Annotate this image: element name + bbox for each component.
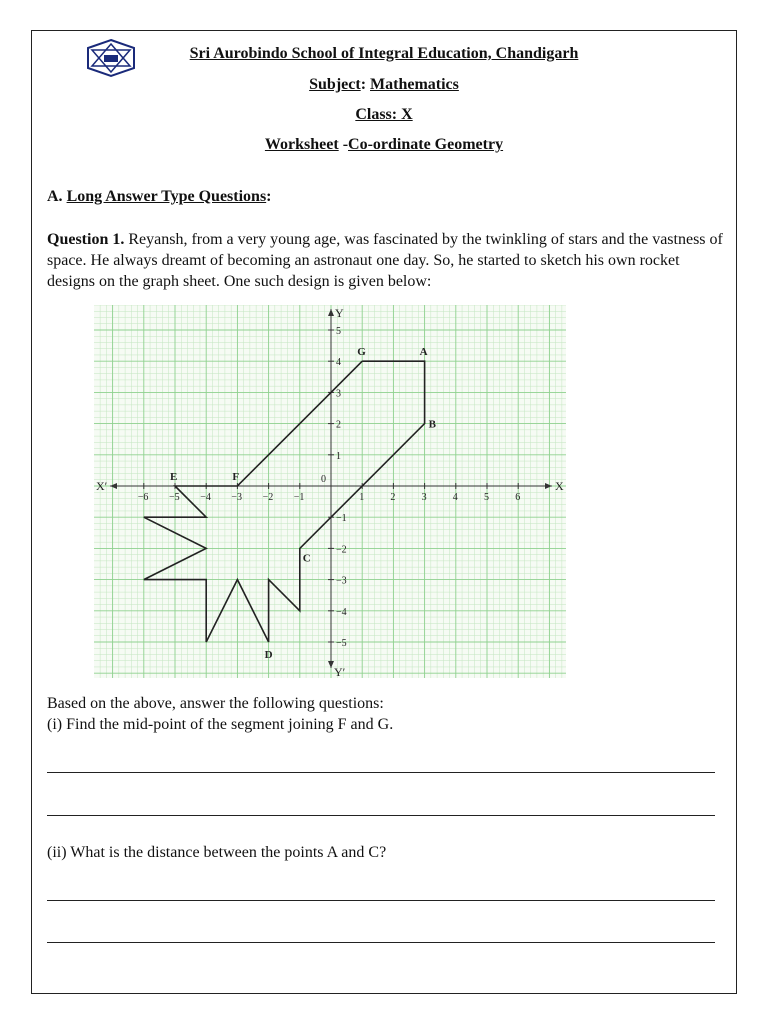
x-tick-label: 6 [515, 492, 521, 503]
intro-text: Based on the above, answer the following questions: [47, 695, 384, 712]
answer-line[interactable] [47, 942, 715, 943]
worksheet-line: Worksheet -Co-ordinate Geometry [264, 136, 504, 153]
x-tick-label: 3 [421, 492, 427, 503]
point-label-d: D [264, 649, 273, 661]
x-tick-label: −3 [231, 492, 243, 503]
x-tick-label: −2 [262, 492, 274, 503]
x-tick-label: 1 [359, 492, 365, 503]
origin-label: 0 [321, 474, 326, 485]
y-tick-label: 3 [336, 388, 341, 400]
point-label-b: B [428, 418, 436, 431]
y-tick-label: −2 [336, 544, 347, 556]
section-heading: A. Long Answer Type Questions: [47, 188, 272, 205]
x-tick-label: −5 [169, 492, 180, 503]
point-label-e: E [170, 471, 178, 483]
y-tick-label: 4 [336, 357, 341, 369]
y-tick-label: −1 [336, 513, 347, 525]
x-axis-label-neg: X′ [96, 479, 108, 493]
point-label-f: F [232, 471, 240, 483]
point-label-a: A [419, 346, 428, 359]
y-tick-label: −5 [336, 638, 347, 649]
point-label-c: C [302, 552, 311, 565]
answer-line[interactable] [47, 815, 715, 816]
y-tick-label: −3 [336, 575, 347, 587]
y-tick-label: −4 [336, 606, 347, 618]
class-line: Class: X [355, 106, 413, 123]
sub-question-1: (i) Find the mid-point of the segment joining F and G. [47, 716, 394, 733]
subject-line: Subject: Mathematics [309, 76, 459, 93]
x-axis-label: X [555, 479, 564, 493]
y-axis-label-neg: Y′ [334, 665, 346, 678]
x-tick-label: −6 [137, 492, 149, 503]
x-tick-label: −1 [293, 492, 305, 503]
y-tick-label: 1 [336, 450, 341, 462]
y-axis-label: Y [335, 306, 344, 320]
x-tick-label: 2 [390, 492, 396, 503]
answer-line[interactable] [47, 772, 715, 773]
rocket-graph [94, 305, 566, 678]
sub-question-2: (ii) What is the distance between the points A and C? [47, 844, 387, 861]
answer-line[interactable] [47, 900, 715, 901]
x-tick-label: 4 [452, 492, 458, 503]
x-tick-label: 5 [484, 492, 489, 503]
x-tick-label: −4 [200, 492, 211, 503]
question-1: Question 1. Reyansh, from a very young age, was fascinated by the twinkling of stars and the vastness of space. He always dreamt of becoming an astronaut one day. So, he started to sketch his own rocket designs on the graph sheet. One such design is given below: [47, 231, 723, 290]
school-name: Sri Aurobindo School of Integral Education, Chandigarh [189, 45, 579, 62]
point-label-g: G [357, 346, 366, 359]
y-tick-label: 5 [336, 326, 341, 337]
y-tick-label: 2 [336, 419, 341, 431]
